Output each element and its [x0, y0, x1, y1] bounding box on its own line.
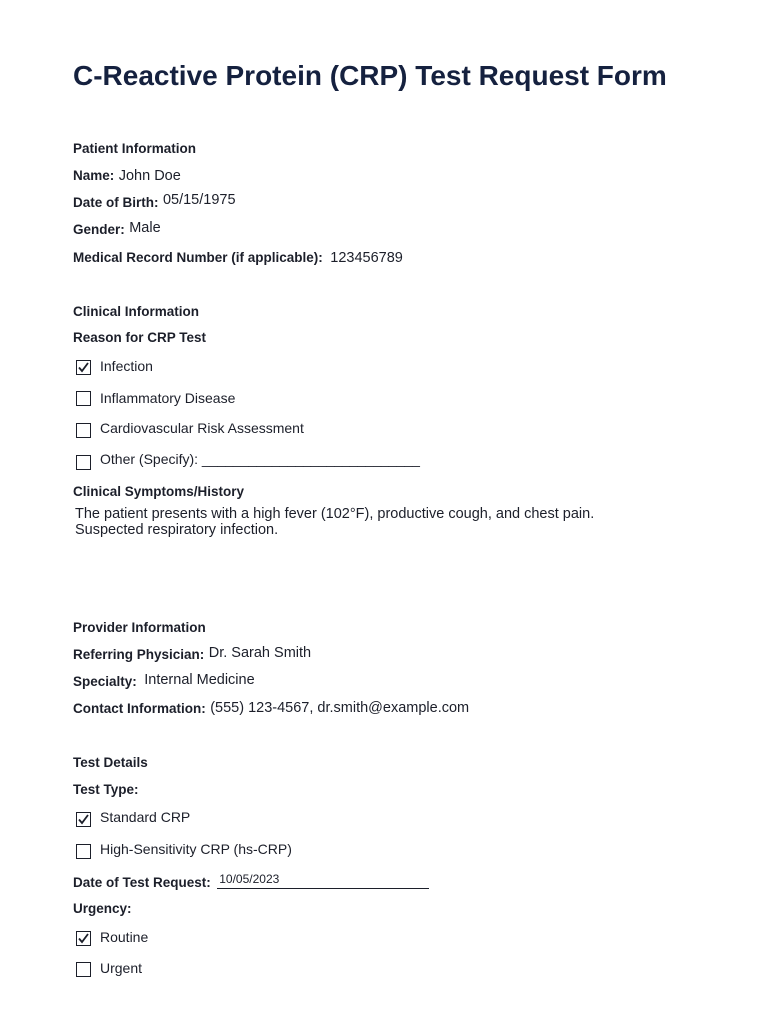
reason-other-checkbox[interactable] [76, 455, 91, 470]
gender-row [73, 221, 161, 239]
test-section-heading: Test Details [73, 755, 148, 770]
reason-inflammatory-label: Inflammatory Disease [100, 390, 236, 406]
reason-cardiovascular-label: Cardiovascular Risk Assessment [100, 420, 304, 436]
symptoms-line-1[interactable]: The patient presents with a high fever (102°F), productive cough, and chest pain. [75, 506, 595, 522]
test-type-label: Test Type: [73, 782, 139, 797]
reason-label: Reason for CRP Test [73, 330, 207, 345]
clinical-section-heading: Clinical Information [73, 304, 200, 319]
reason-other-label[interactable]: Other (Specify): ____________________________ [100, 451, 420, 467]
dob-value[interactable]: 05/15/1975 [162, 192, 236, 208]
patient-name-row [73, 167, 181, 185]
type-standard-checkbox[interactable] [76, 812, 91, 827]
mrn-label: Medical Record Number (if applicable): [73, 250, 323, 265]
urgency-label: Urgency: [73, 901, 132, 916]
dob-row [73, 194, 236, 212]
specialty-row [73, 673, 255, 691]
symptoms-label: Clinical Symptoms/History [73, 484, 245, 499]
request-date-field[interactable] [217, 870, 429, 889]
reason-cardiovascular-checkbox[interactable] [76, 423, 91, 438]
contact-label: Contact Information: [73, 701, 206, 716]
type-hs-crp-checkbox[interactable] [76, 844, 91, 859]
physician-value[interactable]: Dr. Sarah Smith [208, 645, 312, 661]
urgency-routine-label: Routine [100, 929, 149, 945]
request-date-value: 10/05/2023 [219, 872, 280, 886]
mrn-value[interactable]: 123456789 [330, 250, 403, 266]
mrn-row [73, 249, 403, 267]
gender-label: Gender: [73, 222, 125, 237]
contact-value[interactable]: (555) 123-4567, dr.smith@example.com [210, 700, 470, 716]
patient-name-label: Name: [73, 168, 115, 183]
specialty-label: Specialty: [73, 674, 137, 689]
dob-label: Date of Birth: [73, 195, 159, 210]
request-date-row [73, 874, 429, 893]
physician-label: Referring Physician: [73, 647, 205, 662]
reason-infection-label: Infection [100, 358, 153, 374]
check-icon [78, 814, 89, 825]
gender-value[interactable]: Male [129, 220, 161, 236]
symptoms-line-2[interactable]: Suspected respiratory infection. [75, 522, 279, 538]
provider-section-heading: Provider Information [73, 620, 206, 635]
check-icon [78, 933, 89, 944]
type-hs-crp-label: High-Sensitivity CRP (hs-CRP) [100, 841, 292, 857]
request-date-label: Date of Test Request: [73, 875, 211, 890]
patient-name-value[interactable]: John Doe [118, 168, 181, 184]
reason-inflammatory-checkbox[interactable] [76, 391, 91, 406]
urgency-urgent-label: Urgent [100, 960, 143, 976]
specialty-value[interactable]: Internal Medicine [144, 672, 255, 688]
physician-row [73, 646, 311, 664]
urgency-urgent-checkbox[interactable] [76, 962, 91, 977]
reason-infection-checkbox[interactable] [76, 360, 91, 375]
form-title: C-Reactive Protein (CRP) Test Request Form [73, 60, 667, 91]
type-standard-label: Standard CRP [100, 809, 191, 825]
patient-section-heading: Patient Information [73, 141, 197, 156]
contact-row [73, 700, 469, 718]
check-icon [78, 362, 89, 373]
urgency-routine-checkbox[interactable] [76, 931, 91, 946]
